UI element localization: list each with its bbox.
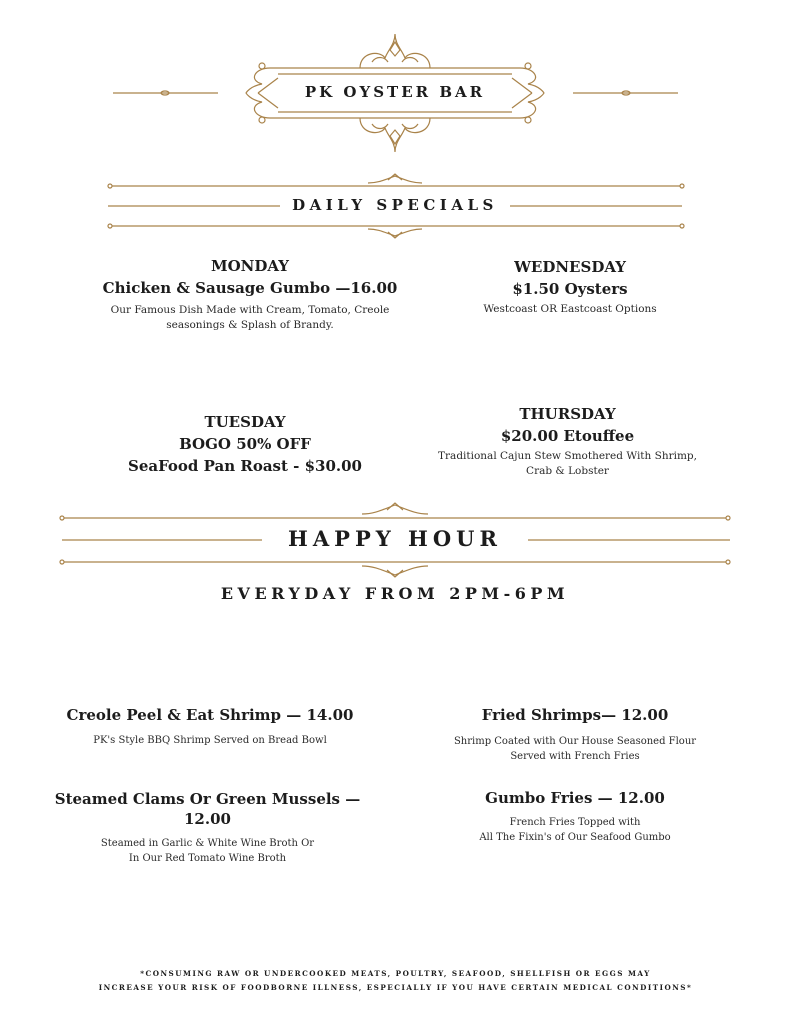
item-description: Shrimp Coated with Our House Seasoned Flour Served with French Fries [453, 736, 697, 762]
happy-hour-item [40, 789, 375, 866]
special-item: Chicken & Sausage Gumbo —16.00 [102, 279, 398, 297]
special-description: Traditional Cajun Stew Smothered With Shrimp, Crab & Lobster [438, 450, 697, 477]
special-item: SeaFood Pan Roast - $30.00 [127, 457, 362, 475]
special-item: $20.00 Etouffee [500, 427, 635, 445]
restaurant-title: PK OYSTER BAR [304, 83, 486, 101]
item-name: Fried Shrimps— 12.00 [481, 706, 669, 724]
daily-specials-heading: DAILY SPECIALS [292, 196, 498, 214]
disclaimer-line: INCREASE YOUR RISK OF FOODBORNE ILLNESS, ESPECIALLY IF YOU HAVE CERTAIN MEDICAL CONDITIONS* [98, 983, 693, 992]
item-name: Creole Peel & Eat Shrimp — 14.00 [66, 706, 354, 724]
item-name: Steamed Clams Or Green Mussels — 12.00 [54, 790, 361, 828]
disclaimer-line: *CONSUMING RAW OR UNDERCOOKED MEATS, POULTRY, SEAFOOD, SHELLFISH OR EGGS MAY [140, 969, 651, 978]
happy-hour-item [450, 788, 700, 845]
special-monday [95, 255, 405, 333]
happy-hour-heading: HAPPY HOUR [288, 526, 502, 551]
item-description: Steamed in Garlic & White Wine Broth Or In Our Red Tomato Wine Broth [100, 838, 315, 864]
special-description: Our Famous Dish Made with Cream, Tomato, Creole seasonings & Splash of Brandy. [110, 304, 390, 331]
special-thursday [425, 403, 710, 479]
special-tuesday [110, 411, 380, 477]
day-label: MONDAY [211, 257, 289, 275]
special-item: $1.50 Oysters [512, 280, 628, 298]
health-disclaimer [60, 967, 731, 995]
item-name: Gumbo Fries — 12.00 [485, 789, 665, 807]
item-description: French Fries Topped with All The Fixin's of Our Seafood Gumbo [479, 817, 671, 843]
happy-hour-item [430, 705, 720, 764]
special-description: Westcoast OR Eastcoast Options [483, 303, 657, 315]
item-description: PK's Style BBQ Shrimp Served on Bread Bowl [93, 735, 327, 746]
happy-hour-schedule: EVERYDAY FROM 2PM-6PM [220, 584, 570, 603]
day-label: THURSDAY [519, 405, 616, 423]
special-item: BOGO 50% OFF [179, 435, 311, 453]
day-label: TUESDAY [204, 413, 286, 431]
special-wednesday [440, 256, 700, 317]
day-label: WEDNESDAY [514, 258, 626, 276]
happy-hour-item [55, 705, 365, 748]
